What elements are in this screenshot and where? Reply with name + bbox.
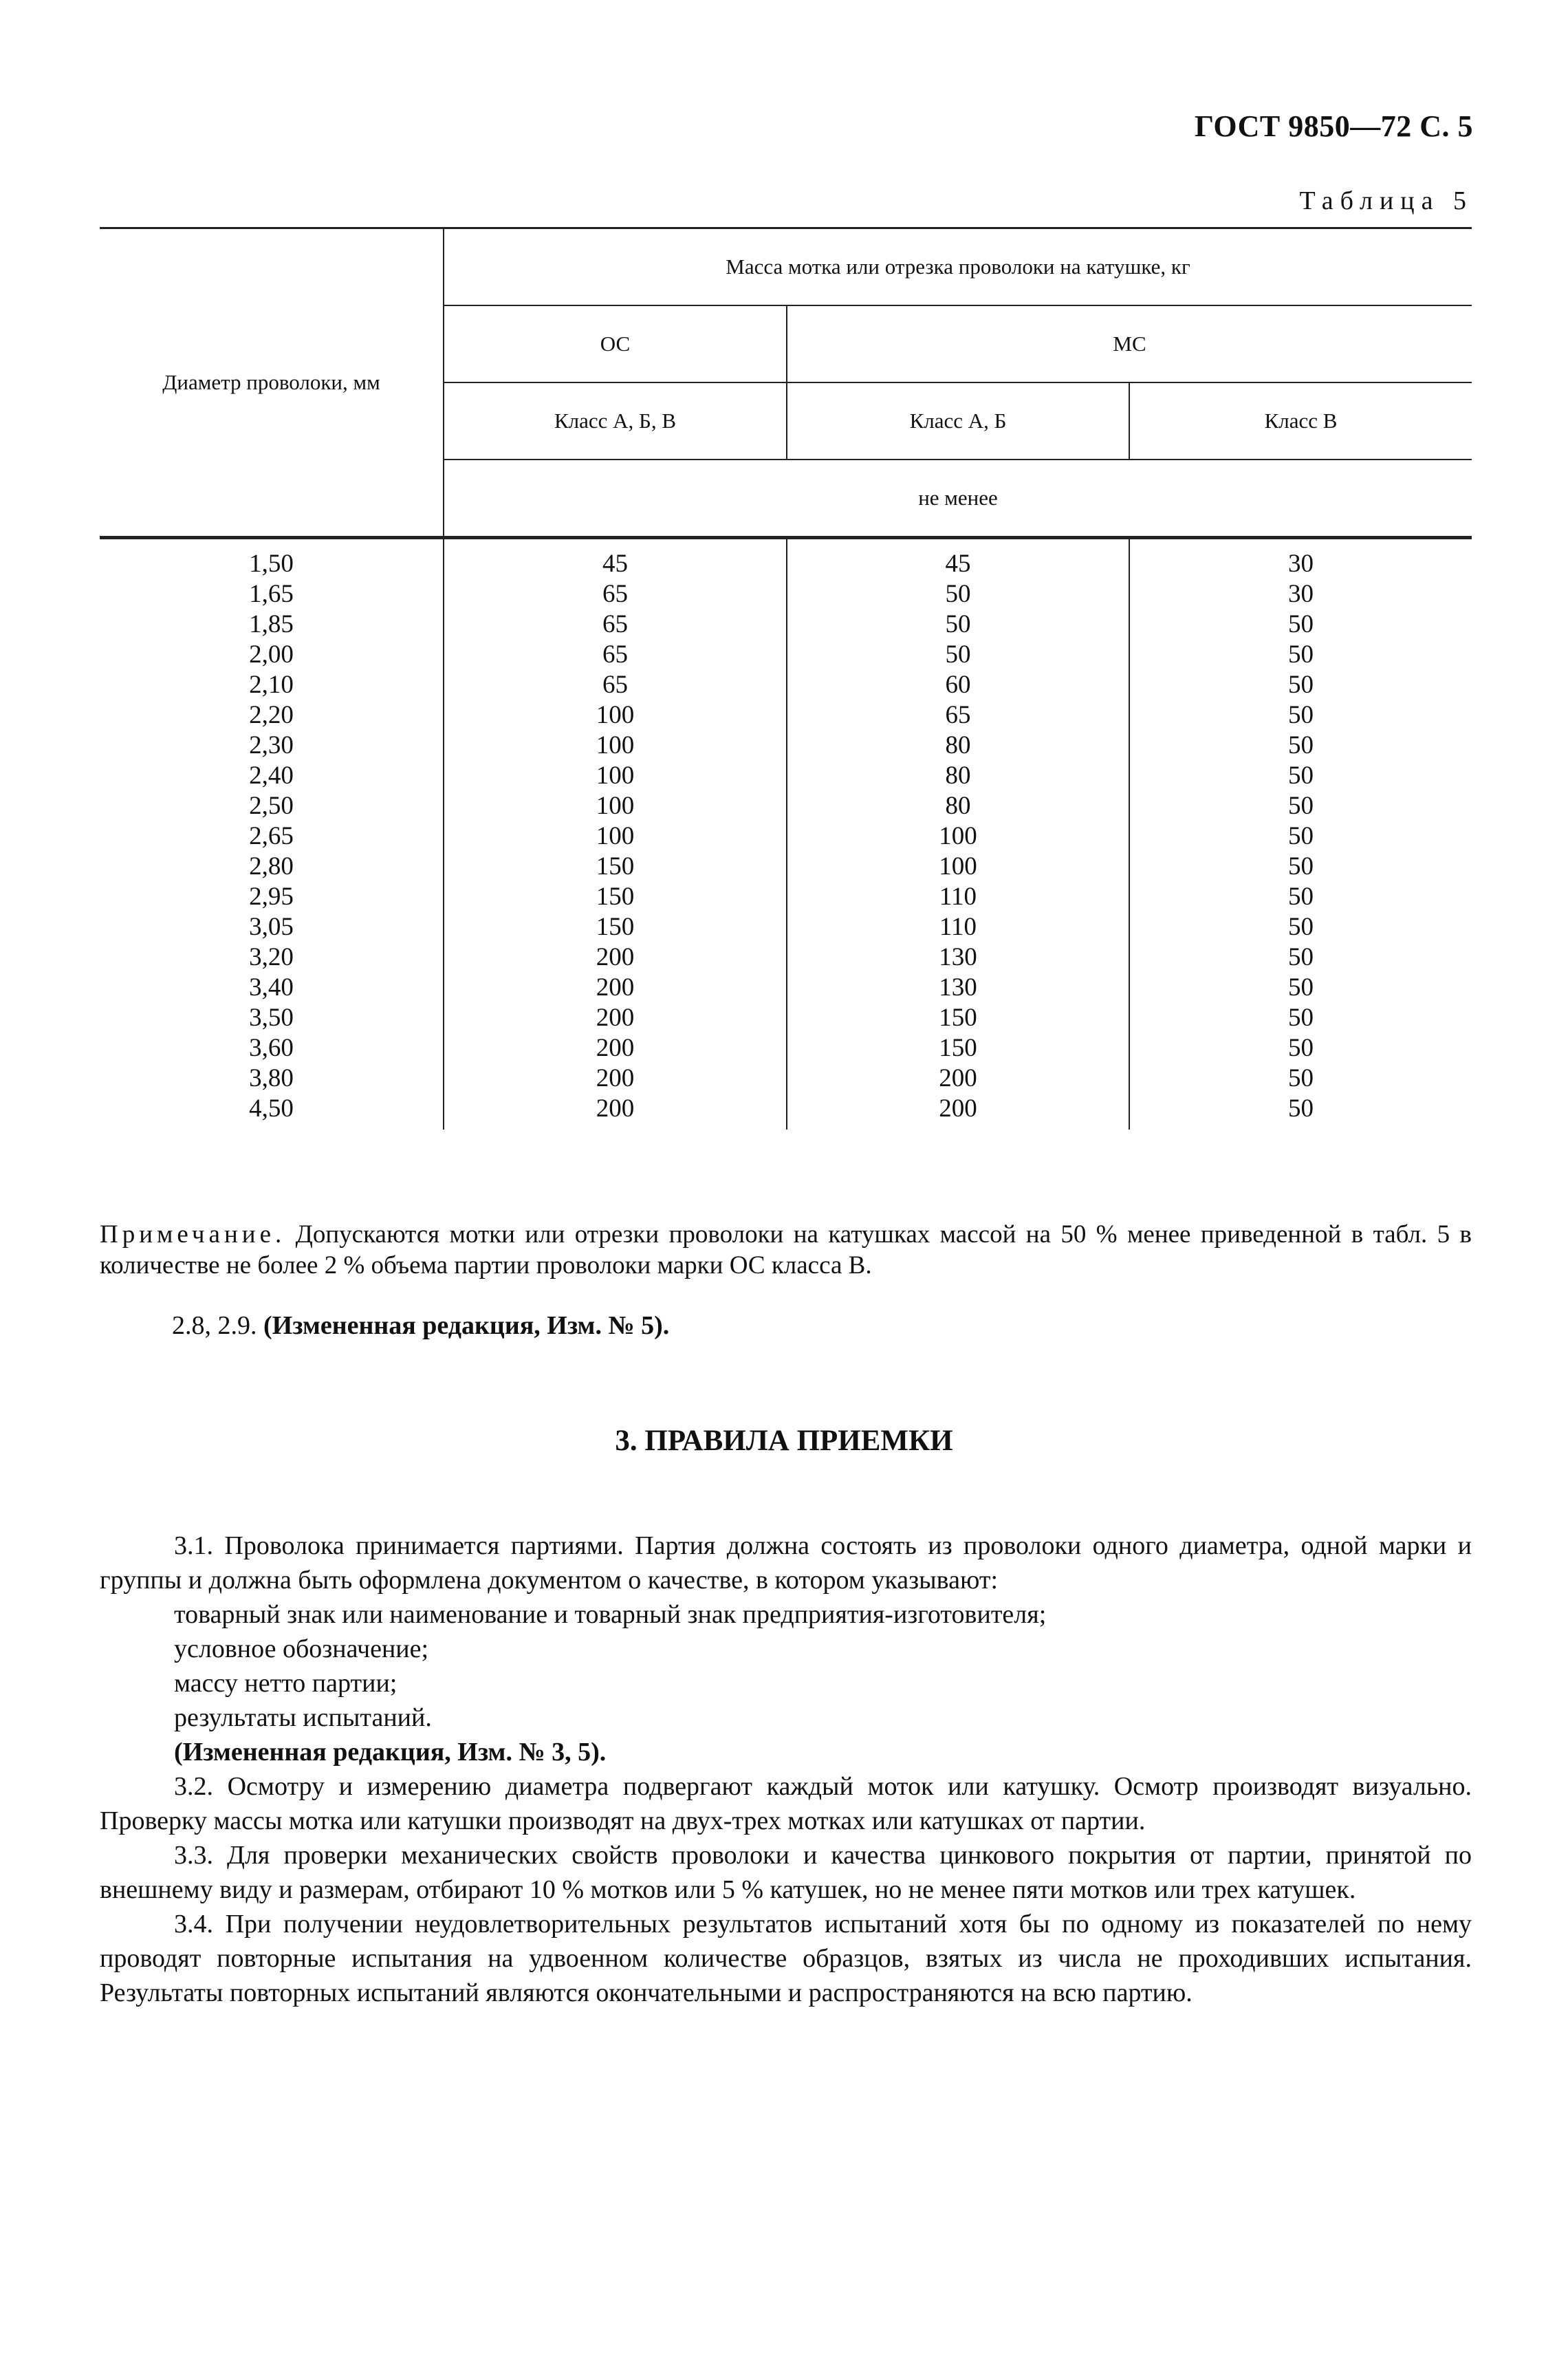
cell-mass-os: 100 — [444, 761, 787, 791]
cell-mass-os: 200 — [444, 942, 787, 973]
table-row — [100, 731, 1472, 761]
cell-mass-ms-ab: 60 — [787, 670, 1129, 700]
cell-diameter: 2,00 — [100, 640, 444, 670]
header-group-ms: МС — [787, 305, 1472, 382]
amendment-2-8-prefix: 2.8, 2.9. — [172, 1311, 263, 1340]
page-header: ГОСТ 9850—72 С. 5 — [1194, 109, 1473, 143]
cell-mass-os: 200 — [444, 973, 787, 1003]
cell-mass-ms-v: 50 — [1129, 852, 1472, 882]
table-row — [100, 1003, 1472, 1033]
cell-mass-os: 200 — [444, 1063, 787, 1094]
cell-diameter: 2,10 — [100, 670, 444, 700]
cell-mass-ms-v: 50 — [1129, 912, 1472, 942]
cell-mass-ms-v: 50 — [1129, 882, 1472, 912]
paragraph-3-3: 3.3. Для проверки механических свойств проволоки и качества цинкового покрытия от партии, принятой по внешнему виду и размерам, отбирают 10 % мотков или 5 % катушек, но не менее пяти мотков или трех катушек. — [100, 1841, 1472, 1904]
cell-diameter: 2,20 — [100, 700, 444, 731]
section-body — [100, 1529, 1472, 2010]
header-class-ms-ab: Класс А, Б — [787, 382, 1129, 460]
cell-mass-ms-ab: 45 — [787, 538, 1129, 580]
cell-mass-os: 150 — [444, 912, 787, 942]
note-text: Допускаются мотки или отрезки проволоки на катушках массой на 50 % менее приведенной в табл. 5 в количестве не более 2 % объема партии проволоки марки ОС класса В. — [100, 1220, 1472, 1279]
cell-diameter: 1,85 — [100, 609, 444, 640]
cell-mass-ms-ab: 80 — [787, 791, 1129, 821]
cell-mass-ms-v: 50 — [1129, 821, 1472, 852]
cell-mass-os: 200 — [444, 1033, 787, 1063]
cell-mass-ms-v: 50 — [1129, 1063, 1472, 1094]
cell-mass-ms-v: 50 — [1129, 1003, 1472, 1033]
note-label: Примечание. — [100, 1220, 286, 1249]
header-min-note: не менее — [444, 460, 1472, 538]
cell-mass-ms-ab: 150 — [787, 1033, 1129, 1063]
table-row — [100, 912, 1472, 942]
cell-mass-ms-v: 50 — [1129, 761, 1472, 791]
cell-mass-os: 200 — [444, 1003, 787, 1033]
cell-mass-ms-v: 50 — [1129, 791, 1472, 821]
table-row — [100, 1033, 1472, 1063]
cell-mass-os: 100 — [444, 700, 787, 731]
header-class-ms-v: Класс В — [1129, 382, 1472, 460]
header-class-os: Класс А, Б, В — [444, 382, 787, 460]
cell-diameter: 2,80 — [100, 852, 444, 882]
cell-diameter: 3,80 — [100, 1063, 444, 1094]
cell-mass-ms-ab: 80 — [787, 761, 1129, 791]
list-item: условное обозначение; — [174, 1634, 429, 1663]
cell-mass-os: 200 — [444, 1094, 787, 1130]
cell-mass-os: 65 — [444, 670, 787, 700]
cell-diameter: 1,50 — [100, 538, 444, 580]
cell-mass-ms-ab: 65 — [787, 700, 1129, 731]
cell-diameter: 2,65 — [100, 821, 444, 852]
cell-mass-ms-ab: 100 — [787, 821, 1129, 852]
list-item: результаты испытаний. — [174, 1703, 432, 1732]
cell-mass-ms-v: 50 — [1129, 942, 1472, 973]
cell-mass-ms-ab: 110 — [787, 912, 1129, 942]
cell-mass-os: 65 — [444, 609, 787, 640]
list-item: товарный знак или наименование и товарный знак предприятия-изготовителя; — [174, 1600, 1047, 1629]
cell-mass-os: 150 — [444, 882, 787, 912]
table-row — [100, 821, 1472, 852]
list-item: массу нетто партии; — [174, 1669, 398, 1698]
section-title: 3. ПРАВИЛА ПРИЕМКИ — [615, 1425, 953, 1457]
table-row — [100, 761, 1472, 791]
cell-mass-ms-ab: 50 — [787, 609, 1129, 640]
cell-diameter: 2,95 — [100, 882, 444, 912]
cell-diameter: 3,60 — [100, 1033, 444, 1063]
cell-mass-ms-ab: 110 — [787, 882, 1129, 912]
cell-mass-os: 100 — [444, 791, 787, 821]
cell-diameter: 3,40 — [100, 973, 444, 1003]
paragraph-3-1: 3.1. Проволока принимается партиями. Партия должна состоять из проволоки одного диаметра, одной марки и группы и должна быть оформлена документом о качестве, в котором указывают: — [100, 1531, 1472, 1595]
cell-diameter: 1,65 — [100, 579, 444, 609]
cell-diameter: 3,50 — [100, 1003, 444, 1033]
cell-mass-ms-v: 50 — [1129, 1033, 1472, 1063]
table-row — [100, 640, 1472, 670]
amendment-2-8-text: (Измененная редакция, Изм. № 5). — [263, 1311, 670, 1340]
cell-mass-ms-ab: 50 — [787, 579, 1129, 609]
table-row — [100, 609, 1472, 640]
cell-diameter: 2,40 — [100, 761, 444, 791]
amendment-3-1 — [100, 1735, 1472, 1769]
wire-mass-table — [100, 227, 1472, 1130]
amendment-2-8 — [172, 1310, 669, 1341]
cell-mass-ms-ab: 80 — [787, 731, 1129, 761]
cell-mass-ms-ab: 50 — [787, 640, 1129, 670]
cell-mass-ms-ab: 130 — [787, 973, 1129, 1003]
cell-mass-ms-v: 50 — [1129, 670, 1472, 700]
table-row — [100, 942, 1472, 973]
cell-diameter: 2,30 — [100, 731, 444, 761]
cell-mass-ms-v: 50 — [1129, 609, 1472, 640]
cell-mass-ms-v: 50 — [1129, 973, 1472, 1003]
cell-mass-ms-ab: 100 — [787, 852, 1129, 882]
table-row — [100, 700, 1472, 731]
table-row — [100, 852, 1472, 882]
cell-mass-ms-ab: 200 — [787, 1063, 1129, 1094]
cell-diameter: 2,50 — [100, 791, 444, 821]
cell-mass-os: 100 — [444, 731, 787, 761]
cell-diameter: 4,50 — [100, 1094, 444, 1130]
table-row — [100, 882, 1472, 912]
table-row — [100, 538, 1472, 580]
cell-mass-ms-v: 50 — [1129, 731, 1472, 761]
paragraph-3-2: 3.2. Осмотру и измерению диаметра подвергают каждый моток или катушку. Осмотр производят визуально. Проверку массы мотка или катушки производят на двух-трех мотках или катушках от партии. — [100, 1772, 1472, 1835]
cell-mass-ms-v: 50 — [1129, 1094, 1472, 1130]
cell-mass-ms-ab: 150 — [787, 1003, 1129, 1033]
table-caption: Таблица 5 — [1299, 186, 1473, 215]
table-row — [100, 579, 1472, 609]
cell-mass-ms-v: 30 — [1129, 579, 1472, 609]
cell-mass-ms-v: 50 — [1129, 640, 1472, 670]
amendment-3-1-text: (Измененная редакция, Изм. № 3, 5). — [174, 1738, 607, 1767]
table-row — [100, 791, 1472, 821]
cell-diameter: 3,20 — [100, 942, 444, 973]
cell-mass-ms-ab: 130 — [787, 942, 1129, 973]
table-row — [100, 973, 1472, 1003]
cell-mass-os: 100 — [444, 821, 787, 852]
header-group-os: ОС — [444, 305, 787, 382]
header-mass: Масса мотка или отрезка проволоки на катушке, кг — [444, 228, 1472, 306]
cell-mass-ms-v: 50 — [1129, 700, 1472, 731]
cell-mass-ms-ab: 200 — [787, 1094, 1129, 1130]
table-row — [100, 1094, 1472, 1130]
cell-diameter: 3,05 — [100, 912, 444, 942]
paragraph-3-4: 3.4. При получении неудовлетворительных результатов испытаний хотя бы по одному из показателей по нему проводят повторные испытания на удвоенном количестве образцов, взятых из числа не проходивших испытания. Результаты повторных испытаний являются окончательными и распространяются на всю партию. — [100, 1910, 1472, 2007]
cell-mass-ms-v: 30 — [1129, 538, 1472, 580]
table-row — [100, 670, 1472, 700]
cell-mass-os: 150 — [444, 852, 787, 882]
header-diameter: Диаметр проволоки, мм — [100, 228, 444, 538]
cell-mass-os: 65 — [444, 640, 787, 670]
cell-mass-os: 65 — [444, 579, 787, 609]
table-note — [100, 1219, 1472, 1281]
cell-mass-os: 45 — [444, 538, 787, 580]
table-row — [100, 1063, 1472, 1094]
table-body — [100, 538, 1472, 1130]
